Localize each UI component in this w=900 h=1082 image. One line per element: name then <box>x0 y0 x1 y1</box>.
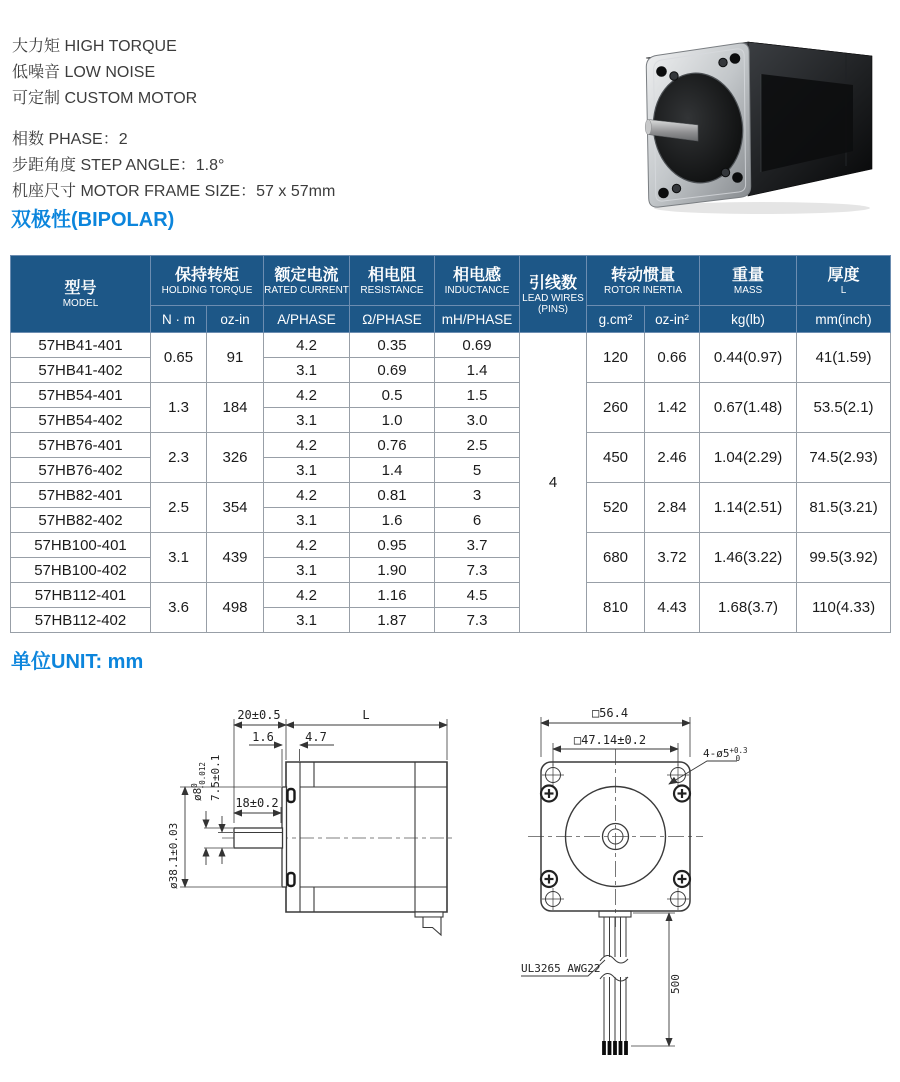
header-lead-en: LEAD WIRES <box>522 292 584 304</box>
cell-model: 57HB100-401 <box>11 533 151 558</box>
header-rotor-inertia <box>587 256 700 306</box>
cell-inductance: 1.5 <box>435 383 520 408</box>
cell-inductance: 7.3 <box>435 558 520 583</box>
cell-torque-ozin: 498 <box>207 583 264 633</box>
dim-label-flat-length: 18±0.2 <box>235 796 279 810</box>
table-row <box>11 533 891 558</box>
dimension-lines <box>185 725 447 887</box>
unit-mh: mH/PHASE <box>435 306 520 333</box>
cell-model: 57HB54-402 <box>11 408 151 433</box>
header-thickness-cn: 厚度 <box>827 266 860 284</box>
feature-line: 可定制 CUSTOM MOTOR <box>12 90 198 107</box>
dim-shaft-dia-tol-up: 0 <box>190 783 199 788</box>
cell-inertia-ozin2: 2.46 <box>645 433 700 483</box>
cell-resistance: 1.16 <box>350 583 435 608</box>
dim-label-flat-height: 7.5±0.1 <box>209 754 222 801</box>
header-thickness <box>797 256 891 306</box>
cell-resistance: 1.6 <box>350 508 435 533</box>
feature-lines <box>12 34 335 112</box>
cell-inductance: 6 <box>435 508 520 533</box>
table-row <box>11 433 891 458</box>
dim-label-shaft-dia <box>190 762 207 801</box>
cell-model: 57HB76-401 <box>11 433 151 458</box>
extension-lines <box>180 719 447 887</box>
cell-length: 41(1.59) <box>797 333 891 383</box>
dim-shaft-dia-tol-dn: -0.012 <box>198 762 207 790</box>
cell-model: 57HB54-401 <box>11 383 151 408</box>
cell-resistance: 1.0 <box>350 408 435 433</box>
cell-current: 3.1 <box>264 358 350 383</box>
unit-kg: kg(lb) <box>700 306 797 333</box>
motor-shaft-end <box>645 119 651 134</box>
header-mass-en: MASS <box>733 284 763 296</box>
cell-torque-ozin: 354 <box>207 483 264 533</box>
dim-label-shaft-length: 20±0.5 <box>237 708 281 722</box>
dim-label-frame-size: □56.4 <box>591 706 629 720</box>
cell-current: 4.2 <box>264 583 350 608</box>
dim-label-hole-spacing: □47.14±0.2 <box>573 733 647 747</box>
cell-resistance: 0.5 <box>350 383 435 408</box>
wire-length-label: 500 <box>669 974 682 994</box>
shaft <box>234 828 283 848</box>
header-model <box>11 256 151 333</box>
header-thickness-en: L <box>840 284 847 296</box>
motor-photo <box>600 15 890 220</box>
wire-connector <box>599 911 631 917</box>
header-rated-current <box>264 256 350 306</box>
spec-line: 机座尺寸 MOTOR FRAME SIZE：57 x 57mm <box>12 183 336 200</box>
cell-inductance: 4.5 <box>435 583 520 608</box>
cell-inductance: 7.3 <box>435 608 520 633</box>
header-holding-cn: 保持转矩 <box>175 266 240 284</box>
cell-model: 57HB82-402 <box>11 508 151 533</box>
cell-torque-ozin: 91 <box>207 333 264 383</box>
feature-line: 低噪音 LOW NOISE <box>12 64 156 81</box>
cell-mass: 1.46(3.22) <box>700 533 797 583</box>
cell-inductance: 1.4 <box>435 358 520 383</box>
cell-mass: 0.67(1.48) <box>700 383 797 433</box>
wire-tips <box>604 1041 626 1055</box>
cell-current: 3.1 <box>264 458 350 483</box>
header-model-cn: 型号 <box>64 280 97 297</box>
wire-bundle <box>600 917 628 1043</box>
cell-lead-wires: 4 <box>520 333 587 633</box>
table-row <box>11 483 891 508</box>
cell-inertia-gcm2: 260 <box>587 383 645 433</box>
cell-inductance: 2.5 <box>435 433 520 458</box>
cell-inertia-ozin2: 4.43 <box>645 583 700 633</box>
dim-label-boss-depth: 1.6 <box>252 730 274 744</box>
cell-inductance: 3.0 <box>435 408 520 433</box>
cell-inertia-gcm2: 120 <box>587 333 645 383</box>
cell-torque-ozin: 439 <box>207 533 264 583</box>
cell-torque-ozin: 184 <box>207 383 264 433</box>
spec-line: 步距角度 STEP ANGLE：1.8° <box>12 157 225 174</box>
cell-inertia-ozin2: 0.66 <box>645 333 700 383</box>
cell-current: 4.2 <box>264 333 350 358</box>
cell-resistance: 1.4 <box>350 458 435 483</box>
cell-inductance: 3 <box>435 483 520 508</box>
header-resistance-cn: 相电阻 <box>368 266 417 284</box>
cell-inductance: 5 <box>435 458 520 483</box>
connector-base <box>415 912 443 917</box>
cell-torque-nm: 2.5 <box>151 483 207 533</box>
dim-label-cap-depth: 4.7 <box>305 730 327 744</box>
cell-inertia-ozin2: 2.84 <box>645 483 700 533</box>
mounting-screw-side-bottom <box>288 873 295 886</box>
dim-label-mounting-holes <box>703 746 748 763</box>
cell-inductance: 0.69 <box>435 333 520 358</box>
dim-shaft-dia-base: ø8 <box>191 787 204 801</box>
header-inductance <box>435 256 520 306</box>
header-model-en: MODEL <box>62 298 99 309</box>
header-holding-torque <box>151 256 264 306</box>
intro-block <box>12 34 335 205</box>
unit-ohm: Ω/PHASE <box>350 306 435 333</box>
cell-model: 57HB76-402 <box>11 458 151 483</box>
cell-resistance: 1.87 <box>350 608 435 633</box>
cell-inertia-gcm2: 520 <box>587 483 645 533</box>
cell-torque-nm: 0.65 <box>151 333 207 383</box>
table-row <box>11 383 891 408</box>
cell-inertia-ozin2: 3.72 <box>645 533 700 583</box>
spec-line: 相数 PHASE：2 <box>12 131 128 148</box>
header-inertia-en: ROTOR INERTIA <box>604 284 683 296</box>
header-inductance-cn: 相电感 <box>453 266 502 284</box>
cell-current: 4.2 <box>264 433 350 458</box>
header-lead-wires <box>520 256 587 333</box>
header-mass-cn: 重量 <box>732 266 765 284</box>
cell-current: 3.1 <box>264 408 350 433</box>
cell-current: 3.1 <box>264 608 350 633</box>
section-title-unit: 单位UNIT: mm <box>11 651 144 673</box>
cell-inertia-gcm2: 680 <box>587 533 645 583</box>
unit-ozin: oz-in <box>207 306 264 333</box>
header-resistance <box>350 256 435 306</box>
header-inductance-en: INDUCTANCE <box>444 284 510 296</box>
cell-model: 57HB112-402 <box>11 608 151 633</box>
cell-inductance: 3.7 <box>435 533 520 558</box>
feature-line: 大力矩 HIGH TORQUE <box>12 38 177 55</box>
header-holding-en: HOLDING TORQUE <box>161 284 253 296</box>
cell-length: 110(4.33) <box>797 583 891 633</box>
dim-holes-base: 4-ø5 <box>703 747 730 760</box>
cell-length: 99.5(3.92) <box>797 533 891 583</box>
unit-nm: N · m <box>151 306 207 333</box>
header-resistance-en: RESISTANCE <box>360 284 424 296</box>
header-lead-en2: (PINS) <box>538 303 569 315</box>
cell-current: 3.1 <box>264 508 350 533</box>
header-inertia-cn: 转动惯量 <box>611 266 676 284</box>
section-title-bipolar: 双极性(BIPOLAR) <box>11 209 175 231</box>
spec-table <box>10 255 891 633</box>
cell-torque-nm: 1.3 <box>151 383 207 433</box>
cell-length: 74.5(2.93) <box>797 433 891 483</box>
cell-resistance: 0.95 <box>350 533 435 558</box>
cell-model: 57HB100-402 <box>11 558 151 583</box>
cell-current: 4.2 <box>264 533 350 558</box>
dim-holes-tol-dn: 0 <box>735 754 741 763</box>
cell-mass: 1.68(3.7) <box>700 583 797 633</box>
cell-resistance: 1.90 <box>350 558 435 583</box>
cell-inertia-gcm2: 450 <box>587 433 645 483</box>
drawing-front-view <box>521 706 748 1055</box>
cell-inertia-gcm2: 810 <box>587 583 645 633</box>
cell-length: 81.5(3.21) <box>797 483 891 533</box>
dim-holes-tol-up: +0.3 <box>729 746 748 755</box>
table-row <box>11 333 891 358</box>
cell-inertia-ozin2: 1.42 <box>645 383 700 433</box>
cell-length: 53.5(2.1) <box>797 383 891 433</box>
drawing-side-view <box>167 708 455 935</box>
unit-aphase: A/PHASE <box>264 306 350 333</box>
cell-resistance: 0.81 <box>350 483 435 508</box>
unit-mm: mm(inch) <box>797 306 891 333</box>
cell-mass: 1.04(2.29) <box>700 433 797 483</box>
cell-torque-ozin: 326 <box>207 433 264 483</box>
unit-ozin2: oz-in² <box>645 306 700 333</box>
dim-label-boss-dia: ø38.1±0.03 <box>167 822 180 889</box>
connector-flag <box>423 917 441 935</box>
cell-mass: 0.44(0.97) <box>700 333 797 383</box>
cell-current: 4.2 <box>264 383 350 408</box>
cell-torque-nm: 3.6 <box>151 583 207 633</box>
cell-resistance: 0.35 <box>350 333 435 358</box>
unit-gcm2: g.cm² <box>587 306 645 333</box>
spec-lines <box>12 127 335 205</box>
header-mass <box>700 256 797 306</box>
motor-body-outline <box>286 762 447 912</box>
wire-spec-label: UL3265 AWG22 <box>521 962 601 975</box>
cell-resistance: 0.76 <box>350 433 435 458</box>
header-current-en: RATED CURRENT <box>264 284 349 296</box>
cell-current: 4.2 <box>264 483 350 508</box>
table-row <box>11 583 891 608</box>
cell-model: 57HB112-401 <box>11 583 151 608</box>
cell-model: 57HB82-401 <box>11 483 151 508</box>
cell-resistance: 0.69 <box>350 358 435 383</box>
dim-label-body-length: L <box>362 708 370 722</box>
header-lead-cn: 引线数 <box>529 274 578 292</box>
header-current-cn: 额定电流 <box>274 266 339 284</box>
technical-drawings <box>0 686 900 1082</box>
mounting-screw-side-top <box>288 789 295 802</box>
cell-mass: 1.14(2.51) <box>700 483 797 533</box>
cell-model: 57HB41-401 <box>11 333 151 358</box>
cell-torque-nm: 2.3 <box>151 433 207 483</box>
cell-model: 57HB41-402 <box>11 358 151 383</box>
cell-torque-nm: 3.1 <box>151 533 207 583</box>
cell-current: 3.1 <box>264 558 350 583</box>
